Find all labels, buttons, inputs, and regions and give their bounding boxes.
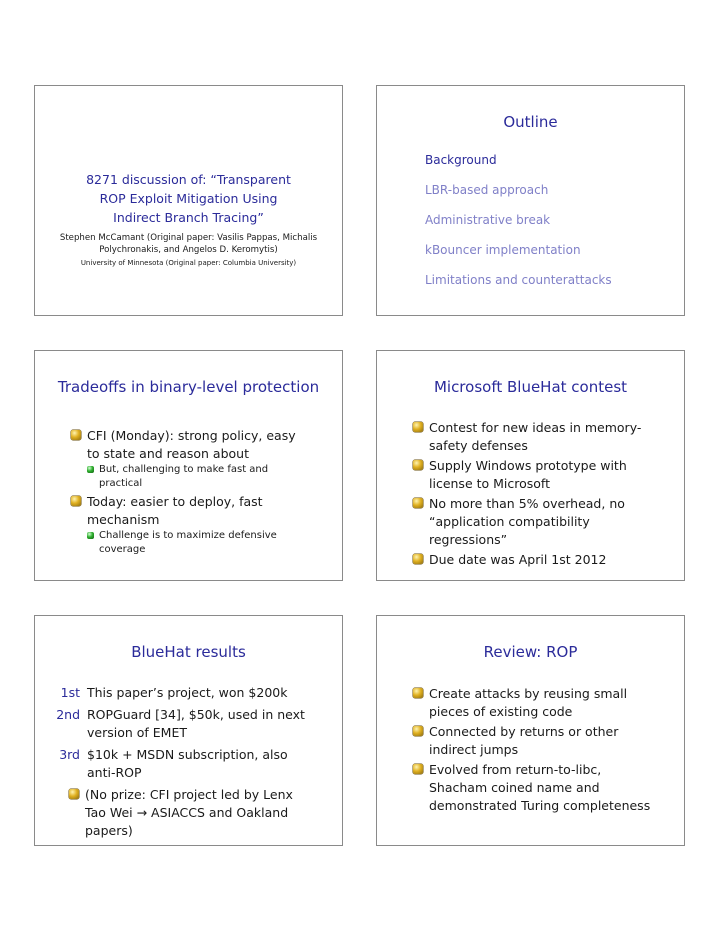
bullet-icon (413, 422, 423, 432)
bullet-item (71, 427, 301, 491)
bullet-icon (413, 764, 423, 774)
result-text: $10k + MSDN subscription, also anti-ROP (87, 747, 288, 780)
sub-text: But, challenging to make fast and practical (99, 464, 269, 489)
result-text: This paper’s project, won $200k (87, 685, 288, 700)
bullet-icon (69, 789, 79, 799)
outline-item: LBR-based approach (425, 183, 549, 197)
slide-bluehat-results (34, 615, 343, 846)
bullet-list (413, 419, 665, 571)
result-item (43, 706, 319, 742)
bullet-icon (413, 498, 423, 508)
bullet-list (413, 685, 663, 817)
bullet-text: Supply Windows prototype with license to Microsoft (429, 458, 627, 491)
slide-title-text: Tradeoffs in binary-level protection (57, 378, 320, 396)
talk-title-line: 8271 discussion of: “Transparent (86, 172, 291, 187)
talk-title-line: Indirect Branch Tracing” (113, 210, 264, 225)
outline-list (425, 152, 612, 302)
rank-label: 3rd (59, 747, 80, 762)
authors (41, 232, 336, 256)
outline-item: Background (425, 153, 497, 167)
result-text: ROPGuard [34], $50k, used in next version of EMET (87, 707, 305, 740)
slide-title-text: Outline (503, 113, 558, 131)
bullet-text: Due date was April 1st 2012 (429, 552, 607, 567)
sub-list (87, 463, 301, 491)
outline-item: Administrative break (425, 213, 551, 227)
rank-label: 2nd (56, 707, 80, 722)
bullet-text: Create attacks by reusing small pieces of existing code (429, 686, 628, 719)
bullet-item (413, 685, 663, 721)
bullet-text: No more than 5% overhead, no “application compatibility regressions” (429, 496, 625, 547)
bullet-item (71, 493, 301, 557)
outline-item: Limitations and counterattacks (425, 273, 612, 287)
slide-tradeoffs (34, 350, 343, 581)
result-item (43, 746, 307, 782)
bullet-item (413, 495, 665, 549)
talk-title (45, 170, 332, 227)
slide-outline (376, 85, 685, 316)
bullet-list (71, 427, 301, 559)
sub-bullet-icon (87, 532, 94, 539)
institution: University of Minnesota (Original paper: Columbia University) (80, 259, 297, 267)
rank-label: 1st (60, 685, 80, 700)
outline-item: kBouncer implementation (425, 243, 581, 257)
slide-review-rop (376, 615, 685, 846)
bullet-item (413, 723, 663, 759)
result-note (43, 786, 333, 840)
slide-bluehat-contest (376, 350, 685, 581)
bullet-item (413, 761, 663, 815)
sub-item (87, 529, 301, 557)
talk-title-line: ROP Exploit Mitigation Using (99, 191, 278, 206)
bullet-icon (413, 554, 423, 564)
bullet-text: Today: easier to deploy, fast mechanism (87, 494, 263, 527)
sub-item (87, 463, 301, 491)
bullet-text: CFI (Monday): strong policy, easy to state and reason about (87, 428, 296, 461)
bullet-text: Contest for new ideas in memory-safety defenses (429, 420, 642, 453)
note-wrapper (69, 786, 315, 840)
result-item (43, 684, 319, 702)
slide-title-text: BlueHat results (131, 643, 246, 661)
sub-text: Challenge is to maximize defensive coverage (99, 530, 277, 555)
slide-title (34, 85, 343, 316)
bullet-icon (413, 688, 423, 698)
bullet-icon (71, 430, 81, 440)
bullet-item (413, 551, 665, 569)
slide-title-text: Review: ROP (483, 643, 578, 661)
bullet-text: Evolved from return-to-libc, Shacham coined name and demonstrated Turing completeness (429, 762, 651, 813)
bullet-icon (413, 726, 423, 736)
bullet-text: Connected by returns or other indirect jumps (429, 724, 619, 757)
bullet-icon (413, 460, 423, 470)
sub-bullet-icon (87, 466, 94, 473)
authors-line: Stephen McCamant (Original paper: Vasilis Pappas, Michalis (59, 233, 318, 243)
results-list (43, 684, 333, 844)
sub-list (87, 529, 301, 557)
bullet-icon (71, 496, 81, 506)
note-text: (No prize: CFI project led by Lenx Tao Wei → ASIACCS and Oakland papers) (85, 787, 293, 838)
slide-title-text: Microsoft BlueHat contest (433, 378, 628, 396)
bullet-item (413, 457, 665, 493)
bullet-item (413, 419, 665, 455)
authors-line: Polychronakis, and Angelos D. Keromytis) (99, 245, 278, 255)
